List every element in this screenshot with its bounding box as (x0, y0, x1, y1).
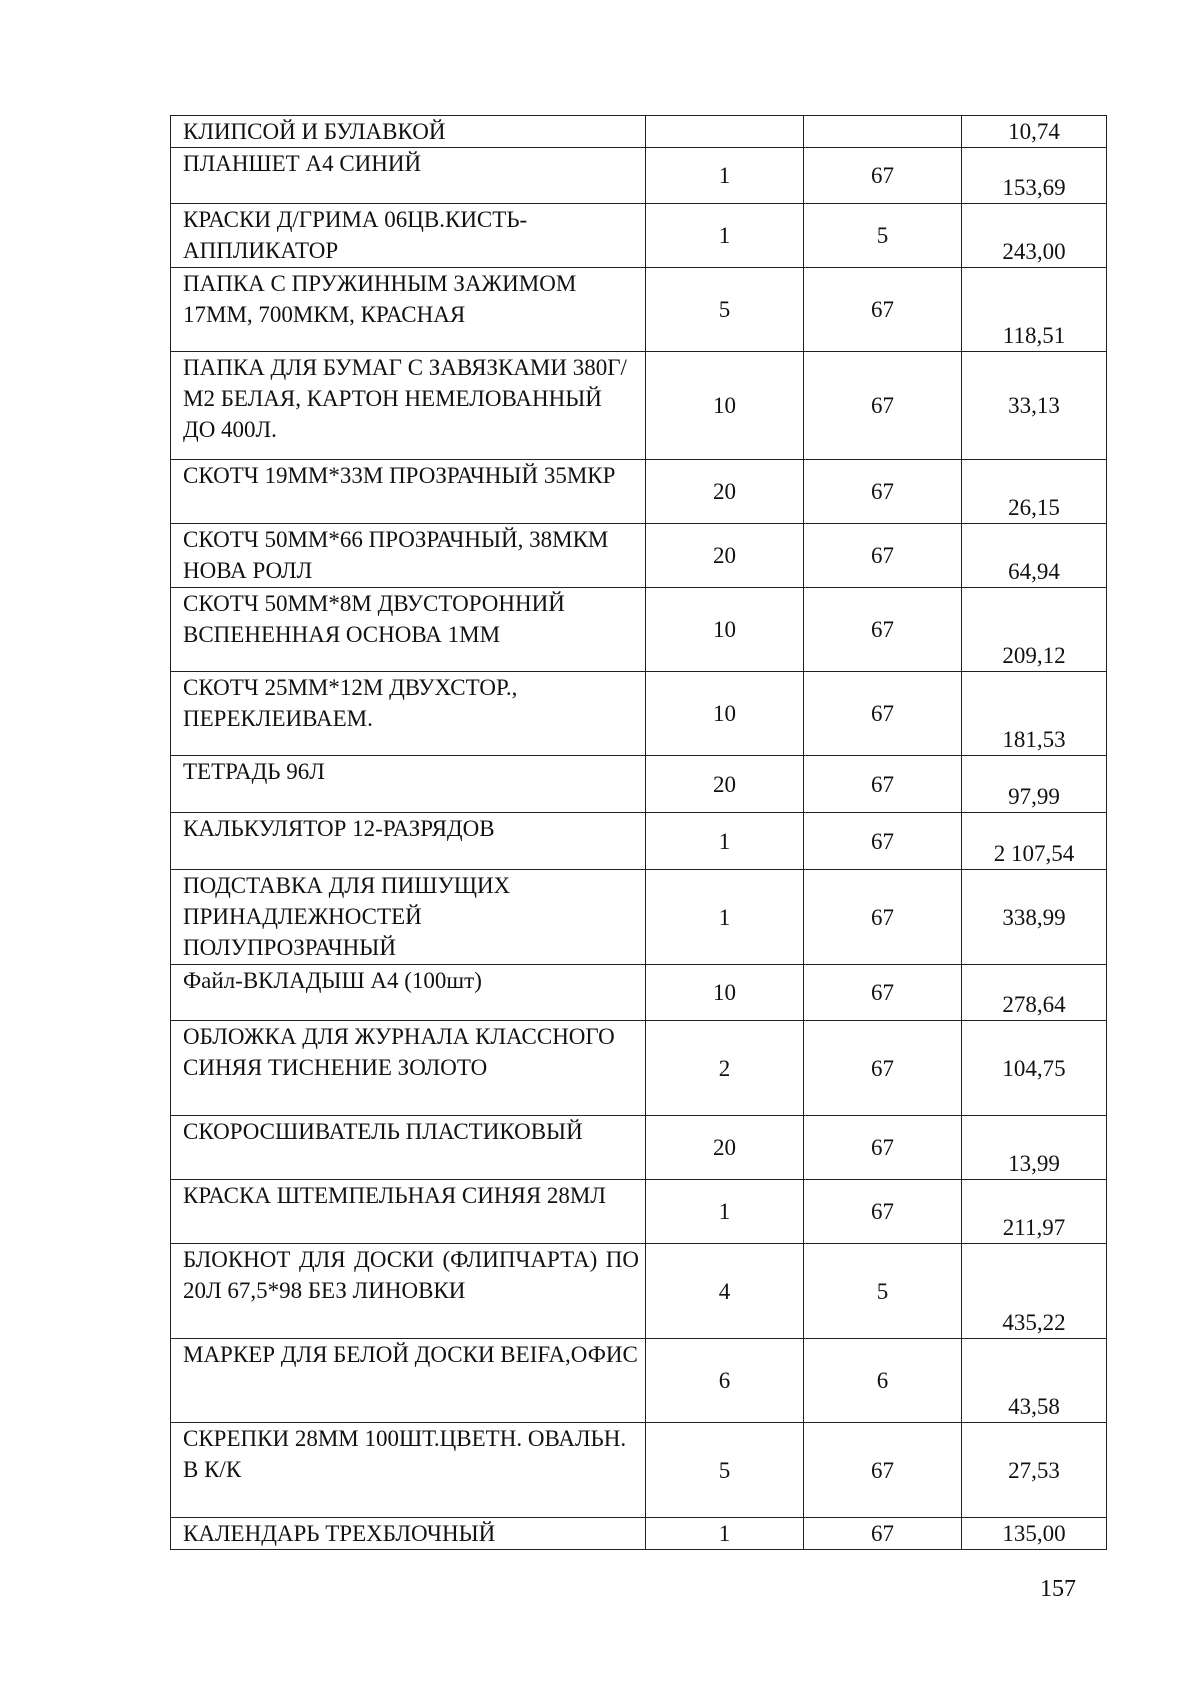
item-code: 67 (804, 1423, 962, 1518)
page-number: 157 (1040, 1576, 1076, 1602)
item-price: 338,99 (962, 870, 1107, 965)
item-qty: 1 (646, 870, 804, 965)
item-name: СКОТЧ 19ММ*33М ПРОЗРАЧНЫЙ 35МКР (171, 460, 646, 524)
item-code: 5 (804, 1244, 962, 1339)
table-row (171, 672, 1107, 756)
item-price: 211,97 (962, 1180, 1107, 1244)
item-qty: 20 (646, 1116, 804, 1180)
item-price: 181,53 (962, 672, 1107, 756)
item-code: 67 (804, 870, 962, 965)
table-row (171, 588, 1107, 672)
item-price: 135,00 (962, 1518, 1107, 1550)
table-row (171, 1021, 1107, 1116)
item-price: 278,64 (962, 965, 1107, 1021)
item-price: 13,99 (962, 1116, 1107, 1180)
table-row (171, 1244, 1107, 1339)
table-row (171, 1423, 1107, 1518)
table-row (171, 204, 1107, 268)
item-code: 67 (804, 148, 962, 204)
table-row (171, 1116, 1107, 1180)
item-price: 64,94 (962, 524, 1107, 588)
item-qty: 4 (646, 1244, 804, 1339)
item-code: 67 (804, 1518, 962, 1550)
item-price: 118,51 (962, 268, 1107, 352)
item-name: ТЕТРАДЬ 96Л (171, 756, 646, 813)
table-row (171, 1339, 1107, 1423)
table-row (171, 756, 1107, 813)
table-row (171, 116, 1107, 148)
item-code: 67 (804, 524, 962, 588)
item-price: 10,74 (962, 116, 1107, 148)
item-qty: 10 (646, 588, 804, 672)
item-qty: 5 (646, 1423, 804, 1518)
item-name: ПАПКА ДЛЯ БУМАГ С ЗАВЯЗКАМИ 380Г/М2 БЕЛАЯ, КАРТОН НЕМЕЛОВАННЫЙ ДО 400Л. (171, 352, 646, 460)
item-name: МАРКЕР ДЛЯ БЕЛОЙ ДОСКИ BEIFA,ОФИС (171, 1339, 646, 1423)
item-code: 67 (804, 588, 962, 672)
item-price: 27,53 (962, 1423, 1107, 1518)
table-row (171, 1180, 1107, 1244)
table-row (171, 268, 1107, 352)
item-price: 104,75 (962, 1021, 1107, 1116)
item-qty: 20 (646, 756, 804, 813)
item-name: СКОРОСШИВАТЕЛЬ ПЛАСТИКОВЫЙ (171, 1116, 646, 1180)
item-qty: 10 (646, 672, 804, 756)
item-qty: 1 (646, 1180, 804, 1244)
item-qty: 10 (646, 965, 804, 1021)
item-price: 435,22 (962, 1244, 1107, 1339)
item-name: ПЛАНШЕТ А4 СИНИЙ (171, 148, 646, 204)
item-code: 67 (804, 1116, 962, 1180)
item-qty: 1 (646, 148, 804, 204)
item-code: 67 (804, 268, 962, 352)
table-row (171, 965, 1107, 1021)
item-qty: 20 (646, 460, 804, 524)
item-qty: 1 (646, 1518, 804, 1550)
item-name: БЛОКНОТ ДЛЯ ДОСКИ (ФЛИПЧАРТА) ПО 20Л 67,5*98 БЕЗ ЛИНОВКИ (171, 1244, 646, 1339)
item-code: 6 (804, 1339, 962, 1423)
item-name: КАЛЕНДАРЬ ТРЕХБЛОЧНЫЙ (171, 1518, 646, 1550)
table-row (171, 460, 1107, 524)
item-code: 67 (804, 352, 962, 460)
item-qty: 5 (646, 268, 804, 352)
item-qty (646, 116, 804, 148)
item-code: 67 (804, 756, 962, 813)
item-price: 2 107,54 (962, 813, 1107, 870)
item-name: КАЛЬКУЛЯТОР 12-РАЗРЯДОВ (171, 813, 646, 870)
item-code: 67 (804, 965, 962, 1021)
item-code: 67 (804, 813, 962, 870)
item-price: 97,99 (962, 756, 1107, 813)
item-name: ПОДСТАВКА ДЛЯ ПИШУЩИХ ПРИНАДЛЕЖНОСТЕЙ ПОЛУПРОЗРАЧНЫЙ (171, 870, 646, 965)
table-row (171, 1518, 1107, 1550)
item-price: 33,13 (962, 352, 1107, 460)
table-row (171, 524, 1107, 588)
item-qty: 1 (646, 813, 804, 870)
item-code: 67 (804, 1180, 962, 1244)
item-code: 67 (804, 1021, 962, 1116)
item-price: 243,00 (962, 204, 1107, 268)
item-qty: 10 (646, 352, 804, 460)
table-row (171, 813, 1107, 870)
item-qty: 6 (646, 1339, 804, 1423)
item-code: 67 (804, 672, 962, 756)
item-name: СКРЕПКИ 28ММ 100ШТ.ЦВЕТН. ОВАЛЬН. В К/К (171, 1423, 646, 1518)
item-name: ПАПКА С ПРУЖИННЫМ ЗАЖИМОМ 17ММ, 700МКМ, КРАСНАЯ (171, 268, 646, 352)
item-name: КРАСКИ Д/ГРИМА 06ЦВ.КИСТЬ-АППЛИКАТОР (171, 204, 646, 268)
item-price: 26,15 (962, 460, 1107, 524)
item-price: 153,69 (962, 148, 1107, 204)
items-table (170, 115, 1107, 1550)
item-name: ОБЛОЖКА ДЛЯ ЖУРНАЛА КЛАССНОГО СИНЯЯ ТИСНЕНИЕ ЗОЛОТО (171, 1021, 646, 1116)
item-qty: 1 (646, 204, 804, 268)
item-code: 67 (804, 460, 962, 524)
item-name: КРАСКА ШТЕМПЕЛЬНАЯ СИНЯЯ 28МЛ (171, 1180, 646, 1244)
item-name: СКОТЧ 50ММ*8М ДВУСТОРОННИЙ ВСПЕНЕННАЯ ОСНОВА 1ММ (171, 588, 646, 672)
table-row (171, 870, 1107, 965)
item-price: 43,58 (962, 1339, 1107, 1423)
item-qty: 20 (646, 524, 804, 588)
item-name: КЛИПСОЙ И БУЛАВКОЙ (171, 116, 646, 148)
item-code (804, 116, 962, 148)
item-code: 5 (804, 204, 962, 268)
table-row (171, 148, 1107, 204)
item-price: 209,12 (962, 588, 1107, 672)
item-name: СКОТЧ 50ММ*66 ПРОЗРАЧНЫЙ, 38МКМ НОВА РОЛЛ (171, 524, 646, 588)
item-name: Файл-ВКЛАДЫШ А4 (100шт) (171, 965, 646, 1021)
table-row (171, 352, 1107, 460)
item-qty: 2 (646, 1021, 804, 1116)
item-name: СКОТЧ 25ММ*12М ДВУХСТОР., ПЕРЕКЛЕИВАЕМ. (171, 672, 646, 756)
